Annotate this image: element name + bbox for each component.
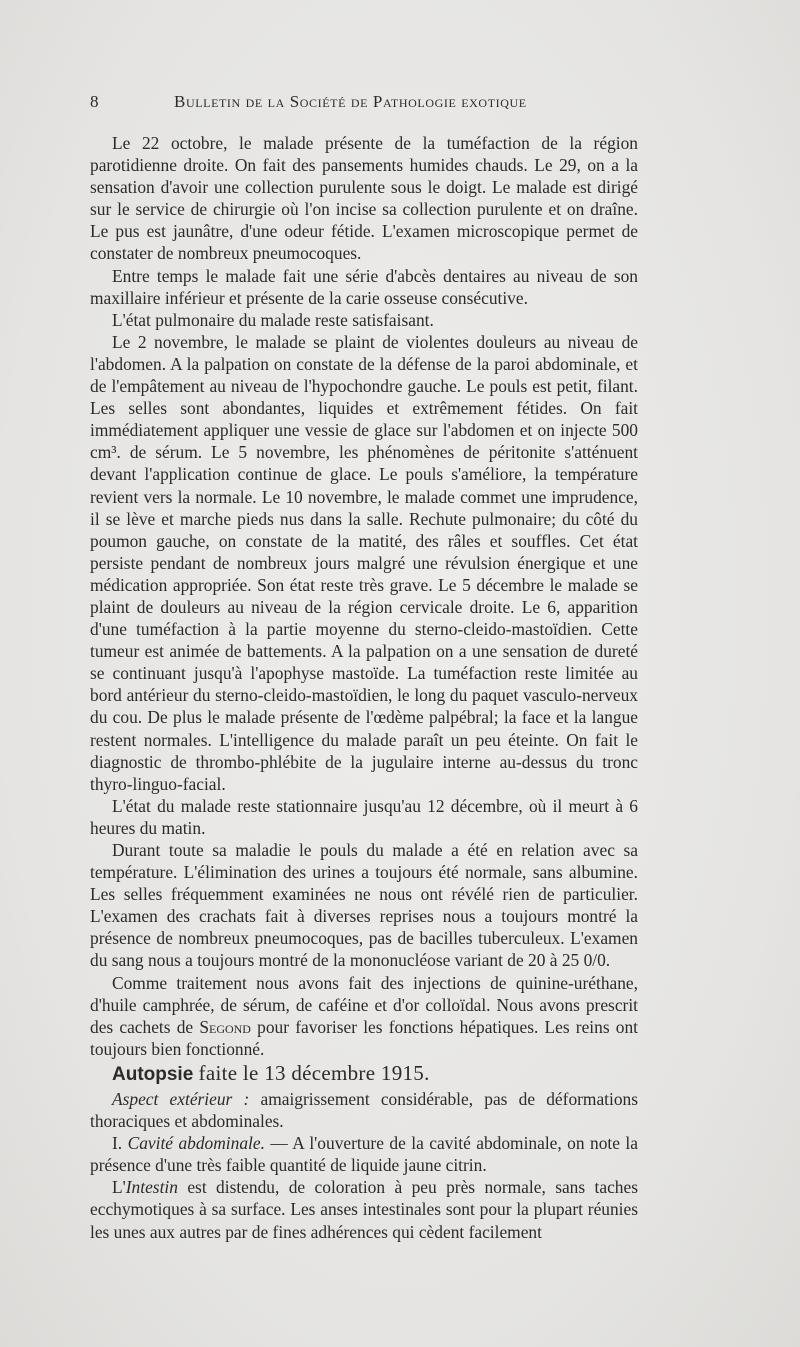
paragraph-treatment: Comme traitement nous avons fait des injections de quinine-uréthane, d'huile camphrée, de sérum, de caféine et d'or colloïdal. Nous avons prescrit des cachets de Segond pour favoriser les fonctions hépatiques. Les reins ont toujours bien fonctionné.: [90, 972, 638, 1059]
page-number: 8: [90, 92, 100, 111]
paragraph-parotid: Le 22 octobre, le malade présente de la tuméfaction de la région parotidienne droite. On fait des pansements humides chauds. Le 29, on a la sensation d'avoir une collection purulente sous le doigt. Le malade est dirigé sur le service de chirurgie où l'on incise sa collection purulente et on draîne. Le pus est jaunâtre, d'une odeur fétide. L'examen microscopique permet de constater de nombreux pneumocoques.: [90, 133, 638, 264]
intestine-label: Intestin: [125, 1177, 178, 1198]
section-heading-autopsy: Autopsie faite le 13 décembre 1915.: [112, 1060, 430, 1085]
paragraph-dental-abscess: Entre temps le malade fait une série d'abcès dentaires au niveau de son maxillaire inférieur et présente de la carie osseuse consécutive.: [90, 265, 638, 308]
paragraph-observations: Durant toute sa maladie le pouls du malade a été en relation avec sa température. L'élimination des urines a toujours été normale, sans albumine. Les selles fréquemment examinées ne nous ont révélé rien de particulier. L'examen des crachats fait à diverses reprises nous a toujours montré la présence de nombreux pneumocoques, pas de bacilles tuberculeux. L'examen du sang nous a toujours montré de la mononucléose variant de 20 à 25 0/0.: [90, 840, 638, 971]
running-title: Bulletin de la Société de Pathologie exotique: [174, 92, 527, 111]
paragraph-abdominal-cavity: I. Cavité abdominale. — A l'ouverture de la cavité abdominale, on note la présence d'une très faible quantité de liquide jaune citrin.: [90, 1133, 638, 1176]
aspect-label: Aspect extérieur :: [112, 1088, 250, 1109]
paragraph-abdominal-course: Le 2 novembre, le malade se plaint de violentes douleurs au niveau de l'abdomen. A la palpation on constate de la défense de la paroi abdominale, et de l'empâtement au niveau de l'hypochondre gauche. Le pouls est petit, filant. Les selles sont abondantes, liquides et extrêmement fétides. On fait immédiatement appliquer une vessie de glace sur l'abdomen et on injecte 500 cm³. de sérum. Le 5 novembre, les phénomènes de péritonite s'atténuent devant l'application continue de glace. Le pouls s'améliore, la température revient vers la normale. Le 10 novembre, le malade commet une imprudence, il se lève et marche pieds nus dans la salle. Rechute pulmonaire; du côté du poumon gauche, on constate de la matité, des râles et souffles. Cet état persiste pendant de nombreux jours malgré une révulsion énergique et une médication appropriée. Son état reste très grave. Le 5 décembre le malade se plaint de douleurs au niveau de la région cervicale droite. Le 6, apparition d'une tuméfaction à la partie moyenne du sterno-cleido-mastoïdien. Cette tumeur est animée de battements. A la palpation on a une sensation de dureté se continuant jusqu'à l'apophyse mastoïde. La tuméfaction reste limitée au bord antérieur du sterno-cleido-mastoïdien, le long du paquet vasculo-nerveux du cou. De plus le malade présente de l'œdème palpébral; la face et la langue restent normales. L'intelligence du malade paraît un peu éteinte. On fait le diagnostic de thrombo-phlébite de la jugulaire interne au-dessus du tronc thyro-linguo-facial.: [90, 331, 638, 794]
paragraph-intestine: L'Intestin est distendu, de coloration à peu près normale, sans taches ecchymotiques à sa surface. Les anses intestinales sont pour la plupart réunies les unes aux autres par de fines adhérences qui cèdent facilement: [90, 1177, 638, 1242]
article-body: [90, 132, 638, 1243]
paragraph-pulmonary-state: L'état pulmonaire du malade reste satisfaisant.: [112, 309, 434, 330]
paragraph-aspect: Aspect extérieur : amaigrissement considérable, pas de déformations thoraciques et abdominales.: [90, 1088, 638, 1132]
drug-name: Segond: [199, 1016, 251, 1037]
paragraph-death: L'état du malade reste stationnaire jusqu'au 12 décembre, où il meurt à 6 heures du matin.: [90, 795, 638, 838]
cavity-label: Cavité abdominale.: [127, 1133, 265, 1154]
